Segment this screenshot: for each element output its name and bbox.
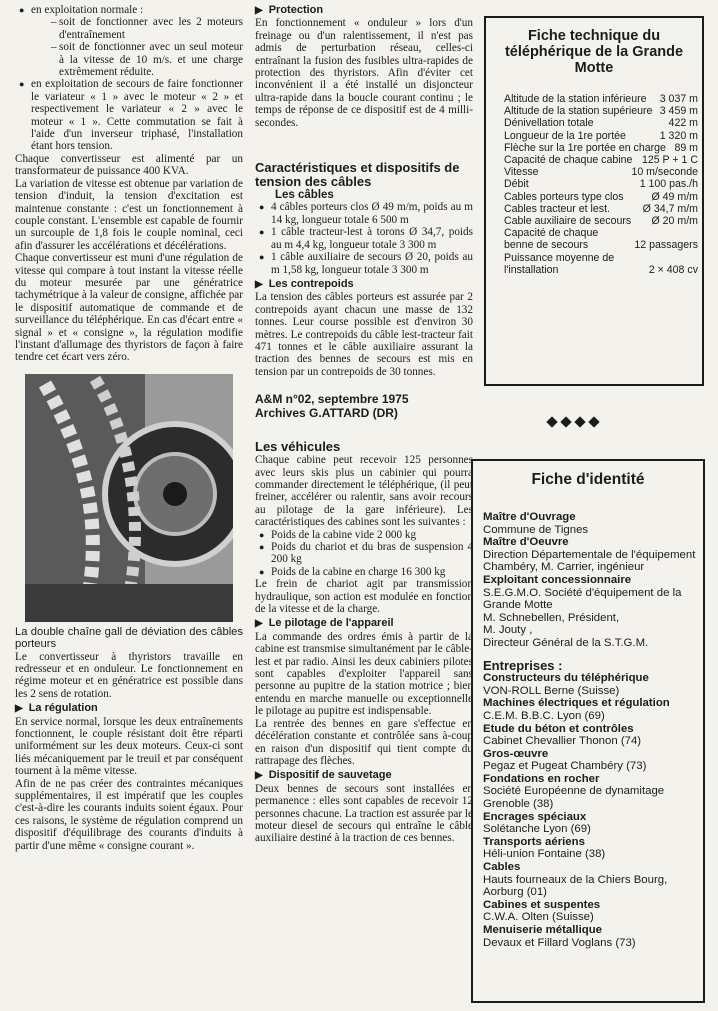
entry-value: Héli-union Fontaine (38) <box>483 848 606 861</box>
paragraph: En service normal, lorsque les deux entraînements fonctionnent, le couple résistant doit être réparti uniformément sur les deux moteurs. Ceux-ci sont liés mécaniquement par le treuil et par conséquent tournent à la même vitesse. <box>15 715 243 778</box>
diamond-icon <box>546 416 557 427</box>
triangle-icon: ▶ <box>255 618 263 630</box>
paragraph: La rentrée des bennes en gare s'effectue en décélération constante et contrôlée sans à-coup en raison d'un dispositif qui tient compte du rattrapage des flèches. <box>255 717 473 767</box>
entry-value: VON-ROLL Berne (Suisse) <box>483 684 620 697</box>
entry-value: Direction Départementale de l'équipement Chambéry, M. Carrier, ingénieur <box>483 548 696 574</box>
row-value: 3 459 m <box>659 105 698 118</box>
row-value: Ø 49 m/m <box>651 190 698 203</box>
table-row <box>504 117 698 129</box>
table-row <box>504 154 698 166</box>
photo-caption: La double chaîne gall de déviation des câbles porteurs <box>15 625 243 651</box>
paragraph: En fonctionnement « onduleur » lors d'un freinage ou d'un ralentissement, il n'est pas admis de perturbation réseau, celles-ci entraînant la fusion des fusibles ultra-rapides de protection des thyristors. Afin d'éviter cet inconvénient il a été installé un disjoncteur ultra-rapide dans la boucle courant continu ; le temps de réponse de ce dispositif est de 4 milli-secondes. <box>255 17 473 129</box>
list-item: ● 1 câble tracteur-lest à torons Ø 34,7, poids au m 4,4 kg, longueur totale 3 300 m <box>271 226 473 251</box>
entry-value: M. Schnebellen, Président, <box>483 611 620 624</box>
heading-cables: Les câbles <box>275 189 334 202</box>
entry-key: Cabines et suspentes <box>483 898 601 911</box>
heading-text: Les contrepoids <box>268 277 354 290</box>
row-value: 10 m/seconde <box>631 166 698 179</box>
table-row <box>504 252 698 276</box>
row-label: Altitude de la station inférieure <box>504 93 647 105</box>
paragraph: La tension des câbles porteurs est assurée par 2 contrepoids ayant chacun une masse de 132 tonnes. Leur course possible est d'environ 30 mètres. Le contrepoids du câble lest-tracteur fait 471 tonnes et le câble auxiliaire assurant la traction des bennes de secours est mis en tension par un contrepoids de 30 tonnes. <box>255 291 473 378</box>
table-row <box>504 142 698 154</box>
table-row <box>504 227 698 251</box>
list-item: ● 4 câbles porteurs clos Ø 49 m/m, poids au m 14 kg, longueur totale 6 500 m <box>271 201 473 226</box>
triangle-icon: ▶ <box>255 278 263 290</box>
row-label: Altitude de la station supérieure <box>504 105 653 118</box>
entry-key: Gros-œuvre <box>483 747 549 760</box>
chain-photo <box>25 374 233 622</box>
fiche-identite-title: Fiche d'identité <box>531 471 645 488</box>
paragraph: Chaque cabine peut recevoir 125 personnes avec leurs skis plus un cabinier qui pourra commander directement le téléphérique, (il peut freiner, accélérer ou ralentir, sans avoir recours au pilotage de la gare inférieure). Les caractéristiques des cabines sont les suivantes : <box>255 454 473 529</box>
paragraph: La variation de vitesse est obtenue par variation de tension d'induit, la tension d'excitation est maintenue constante : c'est un fonctionnement à couple constant. L'ensemble est capable de fournir un surcouple de 1,8 fois le couple nominal, ceci afin d'assurer les accélérations et décélérations. <box>15 177 243 252</box>
list-item: ● 1 câble auxiliaire de secours Ø 20, poids au m 1,58 kg, longueur totale 3 300 m <box>271 251 473 276</box>
row-label: Cable auxiliaire de secours <box>504 215 632 228</box>
entry-value: M. Jouty , <box>483 624 533 637</box>
entry-key: Menuiserie métallique <box>483 924 603 936</box>
entry-value: Hauts fourneaux de la Chiers Bourg, Aorburg (01) <box>483 873 668 899</box>
row-value: 1 100 pas./h <box>639 178 698 191</box>
row-label: Vitesse <box>504 166 539 179</box>
entry-key: Etude du béton et contrôles <box>483 722 634 735</box>
row-value: 3 037 m <box>659 93 698 105</box>
heading-text: Protection <box>268 4 324 16</box>
row-label: Longueur de la 1re portée <box>504 129 626 142</box>
heading-pilotage <box>255 617 473 630</box>
entry-value: Société Européenne de dynamitage Grenoble (38) <box>483 785 665 811</box>
table-row <box>504 215 698 227</box>
archive-credit <box>255 392 473 420</box>
chain-photo-drawing <box>25 374 233 622</box>
entry-key: Maître d'Ouvrage <box>483 511 576 523</box>
paragraph: Chaque convertisseur est alimenté par un transformateur de puissance 400 KVA. <box>15 152 243 178</box>
paragraph: Deux bennes de secours sont installées en permanence : elles sont capables de recevoir 12 personnes chacune. La traction est assurée par le moteur diesel de secours qui entraîne le câble auxiliaire destiné à la traction de ces bennes. <box>255 782 473 845</box>
row-value: 1 320 m <box>659 129 698 142</box>
table-row <box>504 191 698 203</box>
heading-text: La régulation <box>28 702 98 715</box>
row-value: 422 m <box>668 117 698 130</box>
heading-regulation <box>15 702 243 715</box>
row-label: Flèche sur la 1re portée en charge <box>504 141 666 154</box>
row-label: Capacité de chaque benne de secours <box>504 227 599 252</box>
heading-text: Dispositif de sauvetage <box>268 769 392 782</box>
column-left <box>15 4 243 852</box>
triangle-icon: ▶ <box>255 770 263 782</box>
entry-value: S.E.G.M.O. Société d'équipement de la Grande Motte <box>483 586 682 612</box>
entry-value: Cabinet Chevallier Thonon (74) <box>483 735 642 748</box>
cables-list <box>255 201 473 275</box>
entry-key: Machines électriques et régulation <box>483 697 670 710</box>
fiche-identite-box <box>471 459 705 1003</box>
archive-line: A&M n°02, septembre 1975 <box>255 392 409 407</box>
list-item: – soit de fonctionner avec un seul moteur à la vitesse de 10 m/s. et une charge extrêmement réduite. <box>59 41 243 78</box>
entry-value: Commune de Tignes <box>483 523 589 536</box>
heading-vehicules: Les véhicules <box>255 439 341 455</box>
entry-key: Cables <box>483 861 521 874</box>
paragraph: Le frein de chariot agit par transmission hydraulique, son action est modulée en fonction de la vitesse et de la charge. <box>255 578 473 616</box>
list-item: ● en exploitation de secours de faire fonctionner le variateur « 1 » avec le moteur « 2 » et respectivement le variateur « 2 » avec le moteur « 1 ». Cette commutation se fait à l'aide d'un inverseur triphasé, l'installation étant hors tension. <box>31 78 243 152</box>
entry-key: Maître d'Oeuvre <box>483 536 569 549</box>
entry-value: Directeur Général de la S.T.G.M. <box>483 636 649 649</box>
list-item: ● en exploitation normale : <box>31 4 243 16</box>
heading-text: Le pilotage de l'appareil <box>268 617 394 630</box>
dash-list <box>15 16 243 78</box>
entry-value: Devaux et Fillard Voglans (73) <box>483 936 636 949</box>
row-label: Débit <box>504 178 529 191</box>
diamond-icon <box>574 416 585 427</box>
table-row <box>504 105 698 117</box>
table-row <box>504 166 698 178</box>
entry-value: Solétanche Lyon (69) <box>483 823 591 836</box>
paragraph: Le convertisseur à thyristors travaille en redresseur et en onduleur. Le fonctionnement en régime moteur et en génératrice est possible dans les 2 sens de rotation. <box>15 650 243 700</box>
fiche-identite-list <box>483 511 701 949</box>
entry-key: Encrages spéciaux <box>483 810 587 823</box>
row-label: Puissance moyenne de l'installation <box>504 251 615 276</box>
exploitation-list <box>15 4 243 16</box>
table-row <box>504 178 698 190</box>
row-label: Capacité de chaque cabine <box>504 154 633 167</box>
row-value: 125 P + 1 C <box>641 154 698 167</box>
table-row <box>504 203 698 215</box>
exploitation-secours-list <box>15 78 243 152</box>
list-item: ● Poids de la cabine en charge 16 300 kg <box>271 566 473 578</box>
row-value: 89 m <box>674 141 698 154</box>
heading-contrepoids <box>255 278 473 291</box>
paragraph: Chaque convertisseur est muni d'une régulation de vitesse qui compare à tout instant la vitesse réelle du moteur mesurée par une génératrice tachymétrique à la valeur de consigne, affichée par le dispositif automatique de commande et de surveillance du téléphérique. En cas d'écart entre « signal » et « consigne », la régulation modifie l'instant d'allumage des thyristors de façon à faire tendre cet écart vers zéro. <box>15 252 243 364</box>
entry-key: Fondations en rocher <box>483 772 600 785</box>
column-middle <box>255 4 473 845</box>
triangle-icon: ▶ <box>15 703 23 715</box>
triangle-icon: ▶ <box>255 5 263 16</box>
fiche-technique-table <box>504 93 698 276</box>
row-value: Ø 20 m/m <box>651 215 698 228</box>
row-label: Cables porteurs type clos <box>504 190 624 203</box>
vehicules-list <box>255 529 473 579</box>
table-row <box>504 93 698 105</box>
entry-value: C.W.A. Olten (Suisse) <box>483 911 594 924</box>
heading-sauvetage <box>255 769 473 782</box>
heading-protection <box>255 4 473 17</box>
entry-key: Exploitant concessionnaire <box>483 573 632 586</box>
row-value: 2 × 408 cv <box>648 263 698 276</box>
heading-caracteristiques: Caractéristiques et dispositifs de tension des câbles <box>255 160 460 190</box>
row-label: Cables tracteur et lest. <box>504 202 610 215</box>
row-label: Dénivellation totale <box>504 117 594 130</box>
paragraph: La commande des ordres émis à partir de la cabine est transmise simultanément par le câble-lest et par radio. Ainsi les deux cabiniers pilotes sont capables d'exploiter l'appareil sans personne au pupitre de la station motrice ; bien entendu en marche manuelle ou exceptionnelle le pilotage au pupitre est indispensable. <box>255 630 473 718</box>
row-value: 12 passagers <box>634 239 698 252</box>
diamond-icon <box>588 416 599 427</box>
diamond-separator <box>548 418 598 426</box>
fiche-technique-box <box>484 16 704 386</box>
fiche-technique-title: Fiche technique du téléphérique de la Grande Motte <box>504 28 684 76</box>
diamond-icon <box>560 416 571 427</box>
paragraph: Afin de ne pas créer des contraintes mécaniques supplémentaires, il est impératif que les couples c'est-à-dire les courants induits soient égaux. Pour ces raisons, le système de régulation comprend un dispositif d'équilibrage des courants d'induits à partir d'une même « consigne courant ». <box>15 777 243 852</box>
list-item: – soit de fonctionner avec les 2 moteurs d'entraînement <box>59 16 243 41</box>
table-row <box>504 130 698 142</box>
row-value: Ø 34,7 m/m <box>642 202 698 215</box>
list-item: ● Poids de la cabine vide 2 000 kg <box>271 529 473 541</box>
entry-value: Pegaz et Pugeat Chambéry (73) <box>483 760 647 773</box>
entry-key: Constructeurs du téléphérique <box>483 672 649 685</box>
entry-value: C.E.M. B.B.C. Lyon (69) <box>483 709 605 722</box>
entreprises-heading: Entreprises : <box>483 657 563 673</box>
list-item: ● Poids du chariot et du bras de suspension 4 200 kg <box>271 541 473 566</box>
entry-key: Transports aériens <box>483 835 585 848</box>
archive-line: Archives G.ATTARD (DR) <box>255 406 398 421</box>
